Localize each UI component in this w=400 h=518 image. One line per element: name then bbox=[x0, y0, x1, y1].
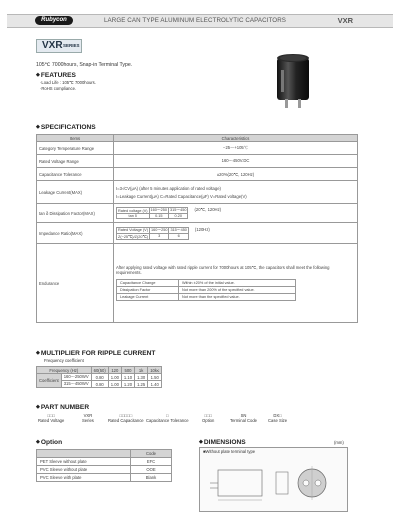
table-row bbox=[37, 155, 358, 168]
pn-label: Rated Capacitance bbox=[108, 417, 144, 423]
option-code: EFC bbox=[131, 458, 172, 466]
specifications-heading: ◆ SPECIFICATIONS bbox=[36, 124, 96, 131]
pn-field bbox=[38, 414, 64, 424]
mini-cell: 160～250 bbox=[150, 208, 168, 212]
col-header-items: Items bbox=[37, 135, 114, 142]
mini-cell: Not more than 200% of the specified value. bbox=[179, 287, 296, 294]
table-row bbox=[37, 181, 358, 204]
mini-cell: 315～450 bbox=[170, 208, 187, 212]
spec-value bbox=[114, 181, 358, 204]
ripple-freq: 60(50) bbox=[91, 367, 108, 374]
table-row bbox=[37, 474, 172, 482]
table-row bbox=[37, 142, 358, 155]
ripple-value: 1.25 bbox=[135, 381, 148, 388]
header-band bbox=[7, 14, 393, 28]
table-row bbox=[37, 367, 162, 374]
ripple-freq-header: Frequency (Hz) bbox=[37, 367, 92, 374]
endurance-table bbox=[116, 279, 296, 301]
pn-code: □□□ bbox=[47, 413, 55, 418]
dimension-diagram bbox=[200, 458, 347, 510]
table-row bbox=[37, 374, 162, 381]
table-row bbox=[37, 466, 172, 474]
endurance-text: After applying rated voltage with rated ripple current for 7000hours at 105℃, the capacitors shall meet the following requirements. bbox=[116, 265, 330, 275]
ripple-subheading: Frequency coefficient bbox=[44, 358, 84, 363]
impedance-condition: (120Hz) bbox=[194, 226, 210, 232]
col-header-characteristics: Characteristics bbox=[114, 135, 358, 142]
mini-cell: Dissipation Factor bbox=[117, 287, 179, 294]
pn-label: Series bbox=[82, 417, 94, 423]
ripple-value: 1.30 bbox=[135, 374, 148, 381]
mini-cell: tan δ bbox=[117, 214, 150, 219]
pn-field bbox=[82, 414, 94, 424]
part-number-heading: ◆ PART NUMBER bbox=[36, 404, 89, 411]
mini-cell: Z(−25℃)/Z(20℃) bbox=[118, 234, 148, 239]
mini-cell: 315～450 bbox=[170, 227, 187, 232]
ripple-value: 0.80 bbox=[91, 381, 108, 388]
mini-cell: Within ±20% of the initial value. bbox=[179, 280, 296, 287]
ripple-heading: ◆ MULTIPLIER FOR RIPPLE CURRENT bbox=[36, 350, 155, 357]
header-title: LARGE CAN TYPE ALUMINUM ELECTROLYTIC CAPACITORS bbox=[104, 17, 286, 24]
ripple-value: 1.00 bbox=[108, 374, 121, 381]
ripple-range: 160～250WV bbox=[61, 374, 91, 381]
table-row bbox=[37, 135, 358, 142]
pn-code: VXR bbox=[83, 413, 93, 418]
ripple-value: 1.20 bbox=[121, 381, 134, 388]
impedance-table bbox=[116, 227, 189, 240]
pn-label: Option bbox=[202, 417, 215, 423]
tan-delta-condition: (20℃, 120Hz) bbox=[194, 207, 222, 212]
spec-value bbox=[114, 204, 358, 223]
mini-cell: Rated voltage (V) bbox=[118, 208, 148, 213]
dimensions-note: ■Without plate terminal type bbox=[203, 449, 256, 454]
option-name: PVC Sleeve without plate bbox=[37, 466, 131, 474]
capacitor-photo bbox=[271, 52, 315, 110]
option-name: PET Sleeve without plate bbox=[37, 458, 131, 466]
series-badge bbox=[36, 39, 82, 53]
ripple-freq: 10k≤ bbox=[148, 367, 162, 374]
table-row bbox=[37, 204, 358, 223]
spec-item: Capacitance Tolerance bbox=[37, 168, 114, 181]
table-row bbox=[37, 450, 172, 458]
pn-field bbox=[146, 414, 189, 424]
ripple-range: 315～450WV bbox=[61, 381, 91, 388]
ripple-value: 1.50 bbox=[148, 374, 162, 381]
specifications-table bbox=[36, 134, 358, 323]
table-row bbox=[37, 223, 358, 244]
spec-value bbox=[114, 244, 358, 323]
option-name: PVC Sleeve with plate bbox=[37, 474, 131, 482]
ripple-freq: 120 bbox=[108, 367, 121, 374]
spec-item: Category Temperature Range bbox=[37, 142, 114, 155]
mini-cell: 3 bbox=[149, 233, 168, 239]
mini-cell: Leakage Current bbox=[117, 294, 179, 301]
ripple-value: 1.40 bbox=[148, 381, 162, 388]
pn-code: □□□ bbox=[204, 413, 212, 418]
mini-cell: Capacitance Change bbox=[117, 280, 179, 287]
series-word: SERIES bbox=[63, 43, 80, 48]
pn-field bbox=[202, 414, 214, 424]
spec-value: 160～450V.DC bbox=[114, 155, 358, 168]
brand-logo: Rubycon bbox=[35, 16, 73, 25]
option-heading: ◆ Option bbox=[36, 439, 62, 446]
ripple-freq: 500 bbox=[121, 367, 134, 374]
pn-label: Capacitance Tolerance bbox=[146, 417, 189, 423]
pn-code: □ bbox=[166, 413, 169, 418]
mini-cell: Not more than the specified value. bbox=[179, 294, 296, 301]
pn-field bbox=[268, 414, 287, 424]
series-code: VXR bbox=[42, 40, 63, 51]
pn-code: DX□ bbox=[273, 413, 282, 418]
spec-value: −25～+105℃ bbox=[114, 142, 358, 155]
dimensions-heading: ◆ DIMENSIONS bbox=[199, 439, 246, 446]
ripple-value: 1.00 bbox=[108, 381, 121, 388]
option-table bbox=[36, 449, 172, 482]
tan-delta-table bbox=[116, 207, 188, 219]
option-code: Blank bbox=[131, 474, 172, 482]
pn-label: Case Size bbox=[268, 417, 288, 423]
features-item: ·Load Life : 105℃ 7000hours. bbox=[40, 80, 96, 85]
ripple-value: 1.10 bbox=[121, 374, 134, 381]
ripple-table bbox=[36, 366, 162, 388]
pn-code: □□□□□ bbox=[119, 413, 133, 418]
series-tagline: 105℃ 7000hours, Snap-in Terminal Type. bbox=[36, 62, 133, 68]
mini-cell: 6 bbox=[169, 233, 188, 239]
leakage-legend: I=Leakage Current(μA) C=Rated Capacitance(μF) V=Rated voltage(V) bbox=[116, 193, 247, 199]
pn-label: Terminal Code bbox=[230, 417, 257, 423]
dimensions-unit: (mm) bbox=[334, 440, 344, 445]
spec-item: tan δ Dissipation Factor(MAX) bbox=[37, 204, 114, 223]
option-blank-header bbox=[37, 450, 131, 458]
spec-item: Impedance Ratio(MAX) bbox=[37, 223, 114, 244]
mini-cell: 0.15 bbox=[149, 214, 168, 219]
table-row bbox=[37, 168, 358, 181]
table-row bbox=[37, 244, 358, 323]
mini-cell: Rated Voltage (V) bbox=[118, 228, 148, 232]
pn-field bbox=[230, 414, 257, 424]
mini-cell: 160～250 bbox=[150, 227, 168, 232]
pn-code: SN bbox=[240, 413, 247, 418]
option-code-header: Code bbox=[131, 450, 172, 458]
ripple-value: 0.80 bbox=[91, 374, 108, 381]
spec-item: Rated Voltage Range bbox=[37, 155, 114, 168]
dimension-drawing bbox=[199, 447, 348, 512]
features-item: ·RoHS compliance. bbox=[40, 86, 77, 91]
header-series-code: VXR bbox=[337, 16, 353, 25]
spec-value: ±20%(20℃, 120Hz) bbox=[114, 168, 358, 181]
spec-item: Endurance bbox=[37, 244, 114, 323]
spec-item: Leakage Current(MAX) bbox=[37, 181, 114, 204]
table-row bbox=[37, 458, 172, 466]
ripple-coef-label: Coefficient bbox=[37, 374, 62, 388]
pn-field bbox=[108, 414, 144, 424]
spec-value bbox=[114, 223, 358, 244]
mini-cell: 0.20 bbox=[169, 214, 188, 219]
leakage-formula: I=3√CV(μA) (after 5 minutes application of rated voltage) bbox=[116, 185, 221, 191]
option-code: OOE bbox=[131, 466, 172, 474]
ripple-freq: 1k bbox=[135, 367, 148, 374]
pn-label: Rated Voltage bbox=[38, 417, 65, 423]
features-heading: ◆ FEATURES bbox=[36, 72, 76, 79]
